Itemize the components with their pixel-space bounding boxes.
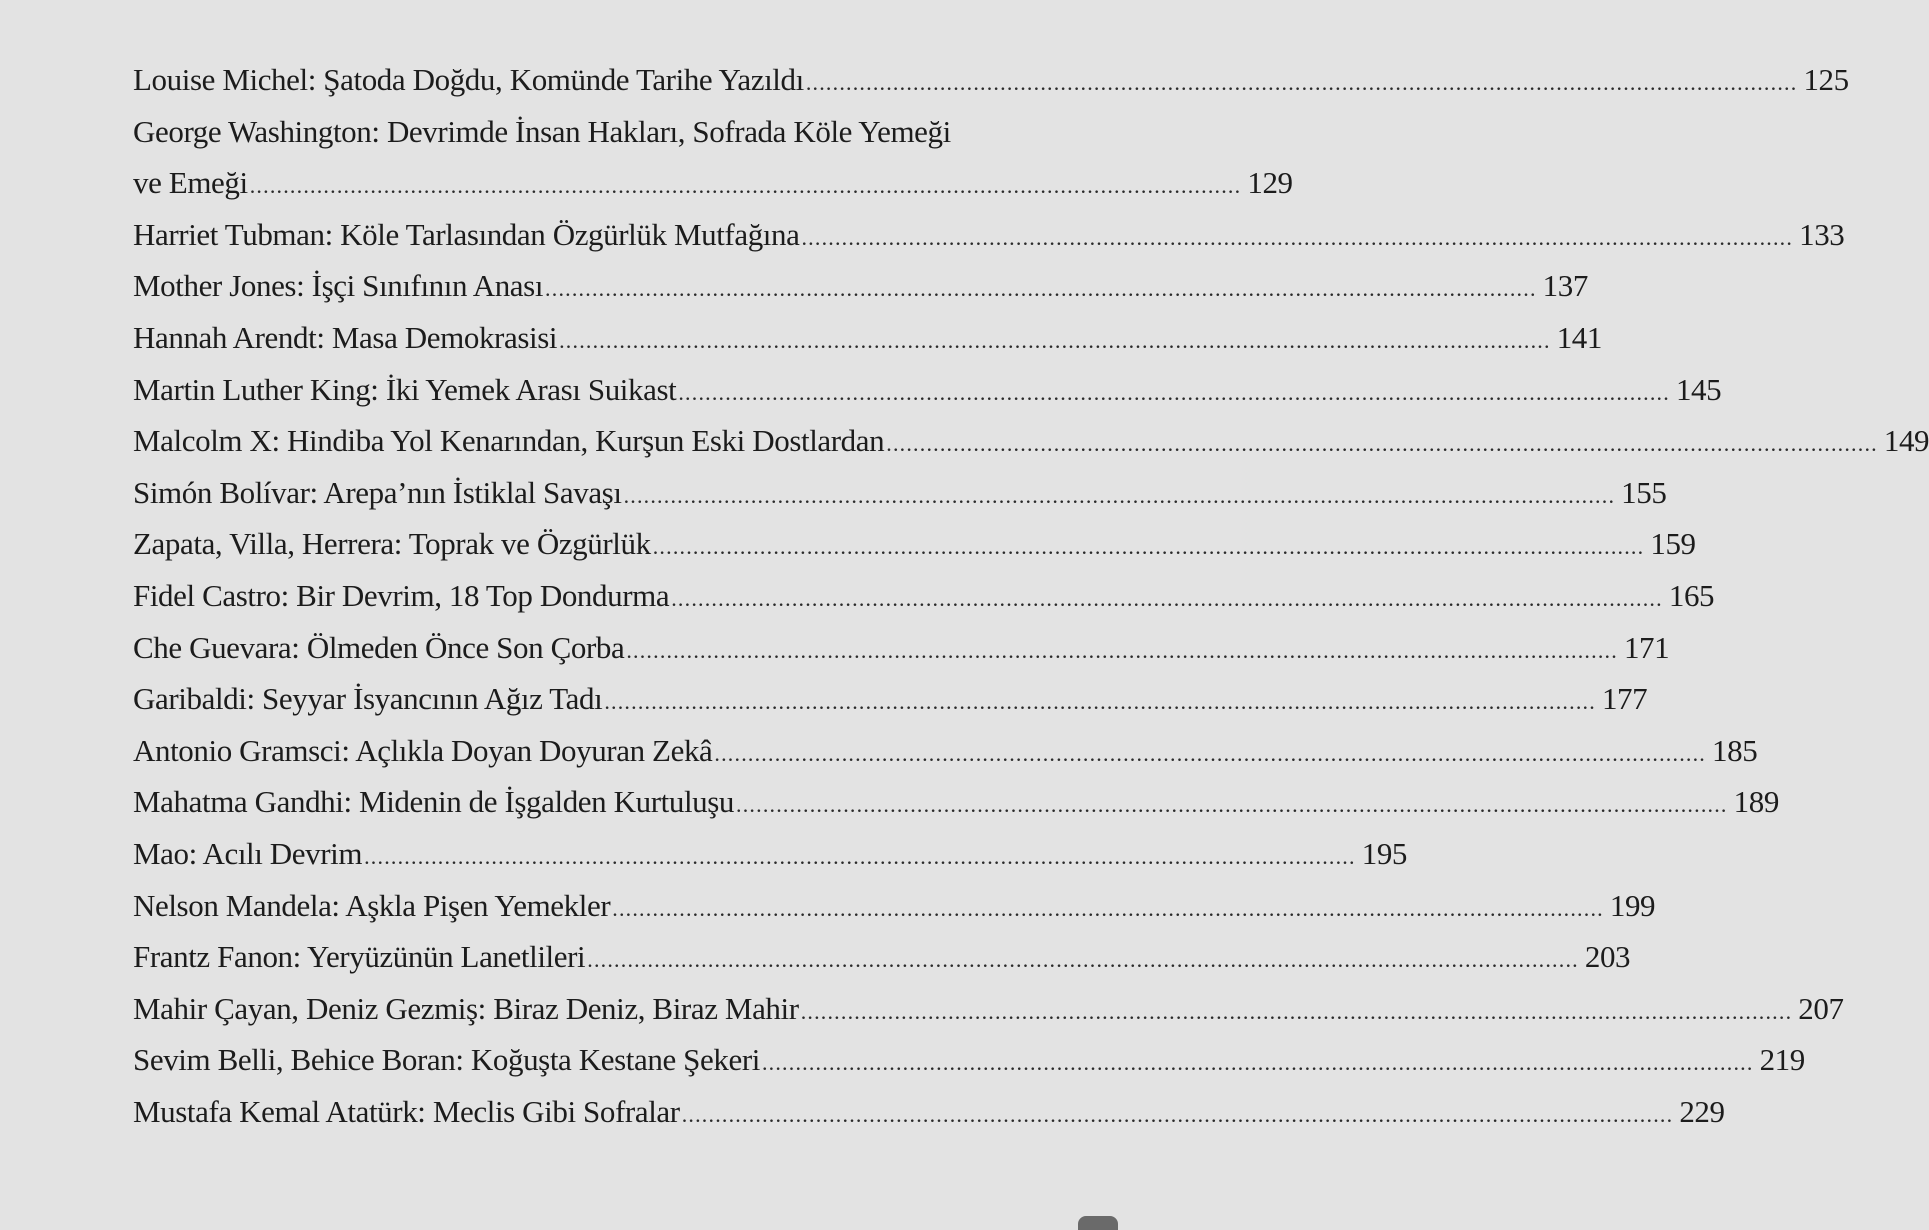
page-corner-mark (1078, 1216, 1118, 1230)
leader-dots: .................................................................................................................................................... (364, 843, 1356, 869)
toc-entry-title-first-line[interactable] (133, 114, 1028, 166)
toc-entry-page: 137 (1542, 268, 1588, 304)
toc-entry-page: 165 (1668, 577, 1715, 613)
leader-dots: .................................................................................................................................................... (652, 534, 1645, 560)
leader-dots: .................................................................................................................................................... (671, 585, 1663, 611)
toc-entry[interactable] (133, 526, 1696, 578)
toc-entry-title: Mother Jones: İşçi Sınıfının Anası (133, 268, 544, 304)
toc-entry-title: Frantz Fanon: Yeryüzünün Lanetlileri (133, 939, 586, 975)
leader-dots: .................................................................................................................................................... (249, 173, 1242, 199)
leader-dots: .................................................................................................................................................... (801, 224, 1794, 250)
toc-entry-page: 189 (1733, 784, 1779, 820)
toc-entry[interactable] (133, 990, 1844, 1043)
toc-entry[interactable] (133, 1093, 1725, 1146)
leader-dots: .................................................................................................................................................... (681, 1101, 1674, 1127)
toc-entry-title: Nelson Mandela: Aşkla Pişen Yemekler (133, 887, 611, 923)
toc-entry[interactable] (133, 423, 1929, 475)
toc-entry[interactable] (133, 62, 1849, 114)
toc-entry-title: Che Guevara: Ölmeden Önce Son Çorba (133, 629, 625, 665)
toc-entry[interactable] (133, 732, 1758, 785)
toc-entry-title: Mustafa Kemal Atatürk: Meclis Gibi Sofralar (133, 1093, 680, 1129)
toc-entry-page: 149 (1883, 423, 1929, 459)
toc-entry-page: 141 (1556, 319, 1603, 355)
toc-entry-title: Fidel Castro: Bir Devrim, 18 Top Dondurma (133, 577, 670, 613)
toc-entry[interactable] (133, 165, 1293, 217)
toc-entry[interactable] (133, 681, 1648, 733)
leader-dots: .................................................................................................................................................... (805, 70, 1798, 95)
toc-entry-page: 145 (1675, 371, 1722, 407)
toc-entry-title: Harriet Tubman: Köle Tarlasından Özgürlük Mutfağına (133, 216, 800, 252)
leader-dots: .................................................................................................................................................... (714, 740, 1707, 766)
toc-entry-page: 199 (1609, 887, 1656, 923)
leader-dots: .................................................................................................................................................... (761, 1050, 1754, 1076)
toc-entry[interactable] (133, 629, 1670, 682)
toc-entry[interactable] (133, 835, 1408, 888)
toc-entry[interactable] (133, 268, 1588, 320)
toc-entry-page: 229 (1679, 1093, 1725, 1129)
leader-dots: .................................................................................................................................................... (612, 895, 1604, 921)
toc-entry-page: 159 (1650, 526, 1696, 562)
leader-dots: .................................................................................................................................................... (800, 998, 1793, 1024)
leader-dots: .................................................................................................................................................... (559, 327, 1551, 353)
toc-entry-title: Martin Luther King: İki Yemek Arası Suikast (133, 371, 677, 407)
toc-entry-page: 133 (1799, 216, 1845, 252)
leader-dots: .................................................................................................................................................... (626, 637, 1618, 663)
leader-dots: .................................................................................................................................................... (736, 792, 1728, 818)
table-of-contents (133, 62, 1929, 1145)
toc-entry-page: 203 (1584, 939, 1631, 975)
leader-dots: .................................................................................................................................................... (678, 379, 1670, 405)
leader-dots: .................................................................................................................................................... (604, 689, 1596, 715)
toc-entry-title: Louise Michel: Şatoda Doğdu, Komünde Tarihe Yazıldı (133, 62, 804, 97)
toc-entry-page: 129 (1247, 165, 1293, 201)
toc-entry[interactable] (133, 474, 1667, 527)
toc-entry-title: ve Emeği (133, 165, 248, 201)
toc-entry-page: 185 (1712, 732, 1758, 768)
toc-entry[interactable] (133, 371, 1722, 424)
toc-entry[interactable] (133, 1042, 1805, 1094)
toc-entry-page: 171 (1623, 629, 1670, 665)
toc-entry-title: Hannah Arendt: Masa Demokrasisi (133, 319, 558, 355)
toc-entry-title: Sevim Belli, Behice Boran: Koğuşta Kestane Şekeri (133, 1042, 760, 1078)
leader-dots: .................................................................................................................................................... (623, 482, 1616, 508)
toc-entry-title: Garibaldi: Seyyar İsyancının Ağız Tadı (133, 681, 603, 717)
toc-entry-page: 155 (1621, 474, 1667, 510)
leader-dots: .................................................................................................................................................... (886, 431, 1878, 457)
toc-entry-title: Mao: Acılı Devrim (133, 835, 363, 871)
toc-entry[interactable] (133, 784, 1779, 836)
leader-dots: .................................................................................................................................................... (545, 276, 1537, 302)
toc-entry-title: Malcolm X: Hindiba Yol Kenarından, Kurşun Eski Dostlardan (133, 423, 885, 459)
toc-entry[interactable] (133, 577, 1715, 630)
toc-entry-title: Simón Bolívar: Arepa’nın İstiklal Savaşı (133, 474, 622, 510)
toc-entry-title: Mahatma Gandhi: Midenin de İşgalden Kurtuluşu (133, 784, 735, 820)
toc-entry-page: 207 (1798, 990, 1844, 1026)
toc-entry[interactable] (133, 319, 1603, 372)
toc-entry-title: George Washington: Devrimde İnsan Hakları, Sofrada Köle Yemeği (133, 113, 951, 149)
toc-entry[interactable] (133, 887, 1656, 940)
toc-entry-title: Zapata, Villa, Herrera: Toprak ve Özgürlük (133, 526, 651, 562)
toc-entry-page: 177 (1601, 681, 1648, 717)
toc-entry-title: Antonio Gramsci: Açlıkla Doyan Doyuran Zekâ (133, 732, 713, 768)
toc-entry[interactable] (133, 216, 1845, 269)
toc-entry-page: 125 (1803, 62, 1849, 97)
toc-entry[interactable] (133, 939, 1631, 991)
toc-entry-page: 219 (1759, 1042, 1805, 1078)
leader-dots: .................................................................................................................................................... (587, 947, 1579, 973)
toc-entry-title: Mahir Çayan, Deniz Gezmiş: Biraz Deniz, Biraz Mahir (133, 990, 799, 1026)
toc-entry-page: 195 (1361, 835, 1408, 871)
